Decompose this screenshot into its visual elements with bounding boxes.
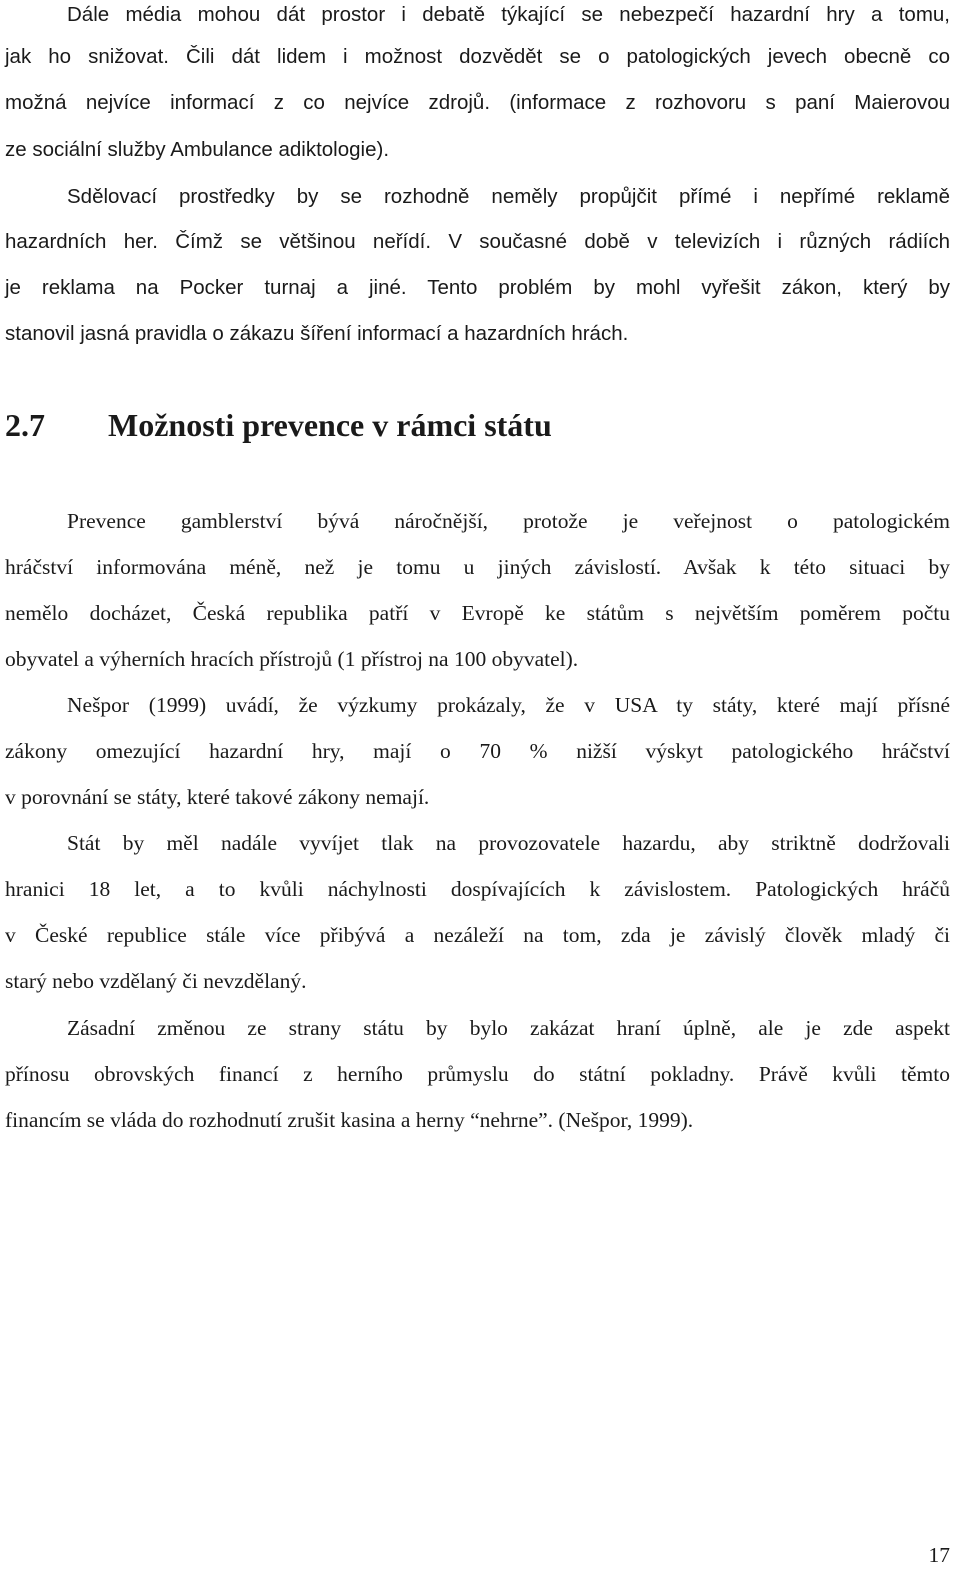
section-heading bbox=[5, 405, 552, 445]
intro-line-2: jak ho snižovat. Čili dát lidem i možnost dozvědět se o patologických jevech obecně co bbox=[5, 45, 950, 68]
media-line-2: hazardních her. Čímž se většinou neřídí. V současné době v televizích i různých rádiích bbox=[5, 230, 950, 253]
zasadni-line-3: financím se vláda do rozhodnutí zrušit kasina a herny “nehrne”. (Nešpor, 1999). bbox=[5, 1108, 694, 1132]
intro-line-4: ze sociální služby Ambulance adiktologie). bbox=[5, 138, 390, 161]
media-line-1: Sdělovací prostředky by se rozhodně neměly propůjčit přímé i nepřímé reklamě bbox=[67, 185, 950, 208]
media-line-4: stanovil jasná pravidla o zákazu šíření informací a hazardních hrách. bbox=[5, 322, 629, 345]
nespor-line-2: zákony omezující hazardní hry, mají o 70 % nižší výskyt patologického hráčství bbox=[5, 739, 950, 763]
intro-line-1: Dále média mohou dát prostor i debatě týkající se nebezpečí hazardní hry a tomu, bbox=[67, 3, 950, 26]
prevence-line-4: obyvatel a výherních hracích přístrojů (1 přístroj na 100 obyvatel). bbox=[5, 647, 579, 671]
stat-line-3: v České republice stále více přibývá a nezáleží na tom, zda je závislý člověk mladý či bbox=[5, 923, 950, 947]
prevence-line-2: hráčství informována méně, než je tomu u jiných závislostí. Avšak k této situaci by bbox=[5, 555, 950, 579]
media-line-3: je reklama na Pocker turnaj a jiné. Tento problém by mohl vyřešit zákon, který by bbox=[5, 276, 950, 299]
intro-line-3: možná nejvíce informací z co nejvíce zdrojů. (informace z rozhovoru s paní Maierovou bbox=[5, 91, 950, 114]
stat-line-4: starý nebo vzdělaný či nevzdělaný. bbox=[5, 969, 307, 993]
zasadni-line-1: Zásadní změnou ze strany státu by bylo zakázat hraní úplně, ale je zde aspekt bbox=[67, 1016, 950, 1040]
zasadni-line-2: přínosu obrovských financí z herního průmyslu do státní pokladny. Právě kvůli těmto bbox=[5, 1062, 950, 1086]
nespor-line-1: Nešpor (1999) uvádí, že výzkumy prokázaly, že v USA ty státy, které mají přísné bbox=[67, 693, 950, 717]
section-title: Možnosti prevence v rámci státu bbox=[108, 407, 552, 443]
prevence-line-1: Prevence gamblerství bývá náročnější, protože je veřejnost o patologickém bbox=[67, 509, 950, 533]
stat-line-1: Stát by měl nadále vyvíjet tlak na provozovatele hazardu, aby striktně dodržovali bbox=[67, 831, 950, 855]
stat-line-2: hranici 18 let, a to kvůli náchylnosti dospívajících k závislostem. Patologických hráčů bbox=[5, 877, 950, 901]
nespor-line-3: v porovnání se státy, které takové zákony nemají. bbox=[5, 785, 430, 809]
section-number: 2.7 bbox=[5, 407, 45, 443]
prevence-line-3: nemělo docházet, Česká republika patří v Evropě ke státům s největším poměrem počtu bbox=[5, 601, 950, 625]
page-number: 17 bbox=[928, 1543, 950, 1567]
